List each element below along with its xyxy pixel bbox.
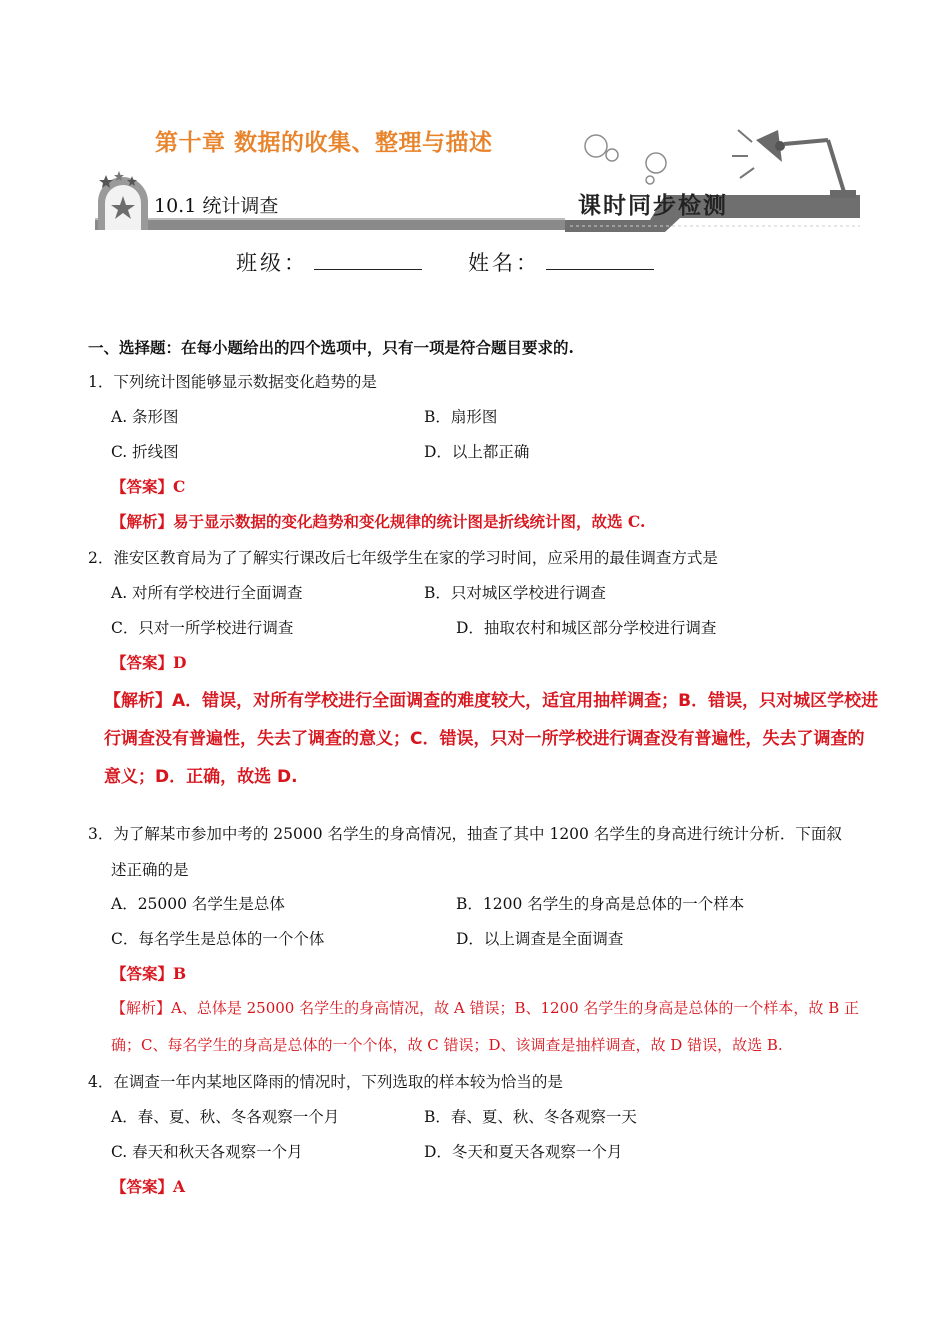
q2-option-b: B．只对城区学校进行调查: [424, 584, 606, 602]
q2-option-a: A. 对所有学校进行全面调查: [111, 584, 303, 602]
question-3-stem-line-2: 述正确的是: [111, 861, 189, 879]
q3-answer: 【答案】B: [111, 964, 187, 983]
q1-option-b: B．扇形图: [424, 408, 498, 426]
question-1-stem: 1．下列统计图能够显示数据变化趋势的是: [88, 373, 377, 391]
star-badge-icon: [92, 170, 154, 232]
q1-option-c: C. 折线图: [111, 443, 179, 461]
q4-option-d: D．冬天和夏天各观察一个月: [424, 1143, 623, 1161]
q4-answer: 【答案】A: [111, 1177, 186, 1196]
q2-answer: 【答案】D: [111, 653, 187, 672]
name-field: [468, 247, 654, 277]
desk-lamp-icon: [730, 122, 860, 212]
class-label: 班级：: [236, 251, 308, 275]
q3-option-a: A．25000 名学生是总体: [111, 895, 285, 913]
question-2-stem: 2．淮安区教育局为了了解实行课改后七年级学生在家的学习时间，应采用的最佳调查方式是: [88, 549, 718, 567]
section-title: 10.1 统计调查: [154, 195, 279, 217]
section-heading: 一、选择题：在每小题给出的四个选项中，只有一项是符合题目要求的.: [88, 338, 574, 357]
question-3-stem-line-1: 3．为了解某市参加中考的 25000 名学生的身高情况，抽查了其中 1200 名学生的身高进行统计分析．下面叙: [88, 825, 842, 843]
class-field: [236, 247, 422, 277]
q2-option-c: C．只对一所学校进行调查: [111, 619, 294, 637]
chapter-title: 第十章 数据的收集、整理与描述: [155, 130, 493, 156]
q2-analysis-line-1: 【解析】A．错误，对所有学校进行全面调查的难度较大，适宜用抽样调查；B．错误，只对城区学校进: [104, 691, 879, 711]
q3-analysis-line-1: 【解析】A、总体是 25000 名学生的身高情况，故 A 错误；B、1200 名学生的身高是总体的一个样本，故 B 正: [111, 999, 859, 1017]
q2-analysis-line-3: 意义；D．正确，故选 D.: [104, 767, 298, 787]
q2-analysis-line-2: 行调查没有普遍性，失去了调查的意义；C．错误，只对一所学校进行调查没有普遍性，失去了调查的: [104, 729, 865, 749]
q4-option-c: C. 春天和秋天各观察一个月: [111, 1143, 303, 1161]
q1-analysis: 【解析】易于显示数据的变化趋势和变化规律的统计图是折线统计图，故选 C.: [111, 512, 646, 531]
q4-option-a: A．春、夏、秋、冬各观察一个月: [111, 1108, 340, 1126]
q4-option-b: B．春、夏、秋、冬各观察一天: [424, 1108, 637, 1126]
class-blank[interactable]: [314, 249, 422, 270]
q3-analysis-line-2: 确；C、每名学生的身高是总体的一个个体，故 C 错误；D、该调查是抽样调查，故 D 错误，故选 B.: [111, 1036, 783, 1054]
q3-option-d: D．以上调查是全面调查: [456, 930, 624, 948]
name-blank[interactable]: [546, 249, 654, 270]
bubbles-decoration: [580, 128, 680, 188]
banner-text: 课时同步检测: [578, 193, 728, 219]
q3-option-b: B．1200 名学生的身高是总体的一个样本: [456, 895, 745, 913]
name-label: 姓名：: [468, 251, 540, 275]
question-4-stem: 4．在调查一年内某地区降雨的情况时，下列选取的样本较为恰当的是: [88, 1073, 563, 1091]
q3-option-c: C．每名学生是总体的一个个体: [111, 930, 325, 948]
q1-option-a: A. 条形图: [111, 408, 179, 426]
q1-answer: 【答案】C: [111, 477, 186, 496]
q2-option-d: D．抽取农村和城区部分学校进行调查: [456, 619, 717, 637]
q1-option-d: D．以上都正确: [424, 443, 530, 461]
